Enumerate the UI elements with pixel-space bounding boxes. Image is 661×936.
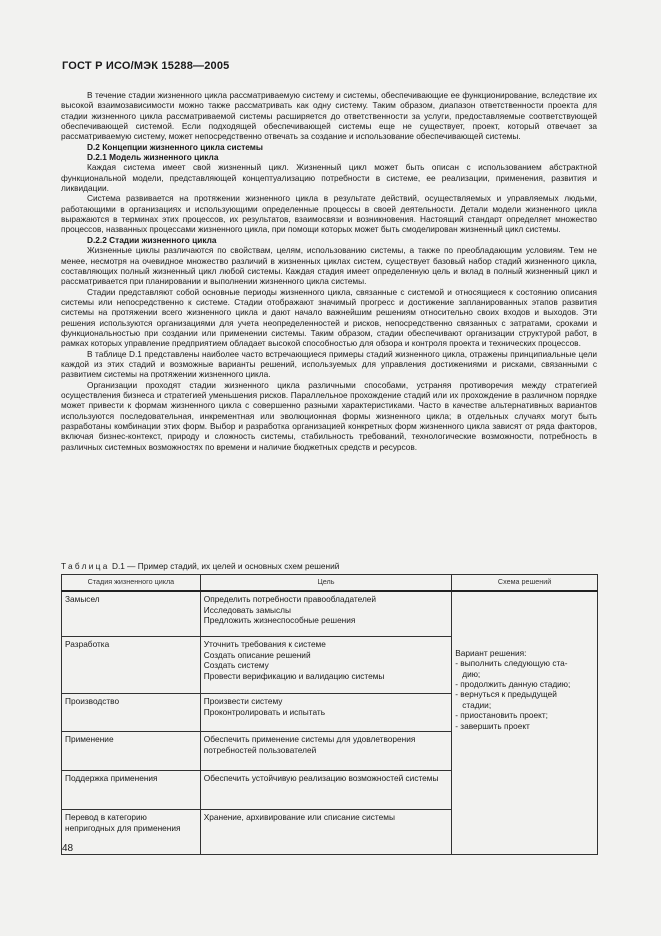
solution-line: - выполнить следующую ста- xyxy=(455,658,568,669)
paragraph: Организации проходят стадии жизненного цикла различными способами, устраняя противоречия между стратегией осуществления бизнеса и стратегией уменьшения рисков. Параллельное прохождение стадий или их прохождение в различном порядке может привести к формам жизненного цикла с совершенно разными характеристиками. Часто в качестве альтернативных вариантов используются последовательная, инкрементная или эволюционная формы жизненного цикла; в отдельных случаях могут быть разработаны комбинации этих форм. Выбор и разработка организацией конкретных форм жизненного цикла зависят от ряда факторов, включая бизнес-контекст, природу и сложность системы, стабильность требований, технологические возможности, потребность в различных системных возможностях по времени и наличие бюджетных средств и ресурсов. xyxy=(61,379,597,452)
document-header: ГОСТ Р ИСО/МЭК 15288—2005 xyxy=(62,60,230,72)
goal-line: Определить потребности правообладателей xyxy=(203,594,377,605)
lifecycle-table xyxy=(61,574,598,855)
goal-line: Предложить жизнеспособные решения xyxy=(203,615,356,626)
stage-cell: Замысел xyxy=(62,591,201,637)
goal-cell xyxy=(200,591,451,637)
paragraph: Жизненные циклы различаются по свойствам, целям, использованию системы, а также по преобладающим условиям. Тем не менее, несмотря на очевидное множество различий в жизненных циклах систем, существует базовый набор стадий жизненного цикла, составляющих полный жизненный цикл любой системы. Каждая стадия имеет определенную цель и вклад в полный жизненный цикл и рассматривается при планировании и выполнении жизненного цикла системы. xyxy=(61,245,597,287)
table-header-stage: Стадия жизненного цикла xyxy=(62,575,201,592)
stage-cell: Производство xyxy=(62,694,201,732)
goal-line: Произвести систему xyxy=(203,696,283,707)
goal-line: Уточнить требования к системе xyxy=(203,639,326,650)
table-header-goal: Цель xyxy=(200,575,451,592)
section-heading: D.2.2 Стадии жизненного цикла xyxy=(87,234,217,245)
stage-cell: Разработка xyxy=(62,637,201,694)
goal-line: Хранение, архивирование или списание системы xyxy=(203,812,395,823)
goal-cell xyxy=(200,694,451,732)
goal-line: Обеспечить устойчивую реализацию возможностей системы xyxy=(203,773,439,784)
paragraph: Система развивается на протяжении жизненного цикла в результате действий, осуществляемых и управляемых людьми, работающими в организациях и использующими определенные процессы в своей деятельности. Детали модели жизненного цикла выражаются в терминах этих процессов, их результатов, взаимосвязи и возникновения. Настоящий стандарт определяет множество процессов, названных процессами жизненного цикла, при помощи которых может быть смоделирован жизненный цикл системы. xyxy=(61,193,597,235)
stage-cell: Применение xyxy=(62,732,201,771)
solution-line: - приостановить проект; xyxy=(455,710,548,721)
solution-line: стадии; xyxy=(462,699,492,710)
paragraph: В таблице D.1 представлены наиболее часто встречающиеся примеры стадий жизненного цикла, отражены принципиальные цели каждой из этих стадий и возможные варианты решений, используемых для управления достижениями и рисками, связанными с развитием системы на протяжении жизненного цикла. xyxy=(61,348,597,380)
table-header-solutions: Схема решений xyxy=(452,575,598,592)
page-number: 48 xyxy=(62,843,74,854)
goal-line: Создать описание решений xyxy=(203,649,311,660)
goal-line: Исследовать замыслы xyxy=(203,604,291,615)
solution-line: Вариант решения: xyxy=(455,647,527,658)
solution-line: - завершить проект xyxy=(455,720,530,731)
table-caption xyxy=(61,561,339,571)
table-caption-text: D.1 — Пример стадий, их целей и основных схем решений xyxy=(111,561,340,571)
section-heading: D.2.1 Модель жизненного цикла xyxy=(87,152,219,163)
table-row xyxy=(62,591,598,637)
table-caption-label: Таблица xyxy=(61,561,110,571)
goal-line: Проконтролировать и испытать xyxy=(203,706,326,717)
goal-cell xyxy=(200,810,451,855)
goal-cell xyxy=(200,637,451,694)
goal-line: Создать систему xyxy=(203,660,269,671)
solution-line: - продолжить данную стадию; xyxy=(455,679,571,689)
solution-line: дию; xyxy=(462,668,481,679)
solutions-cell xyxy=(452,591,598,855)
stage-cell: Перевод в категорию непригодных для применения xyxy=(62,810,201,855)
goal-line: Обеспечить применение системы для удовлетворения потребностей пользователей xyxy=(203,734,416,755)
paragraph: Стадии представляют собой основные периоды жизненного цикла, связанные с системой и относящиеся к состоянию описания системы или непосредственно к системе. Стадии отображают значимый прогресс и достижение запланированных этапов развития системы на протяжении всего жизненного цикла и дают начало важнейшим решениям относительно своих входов и выходов. Эти решения используются организациями для учета неопределенностей и рисков, непосредственно связанных с затратами, сроками и функциональностью при создании или применении системы. Таким образом, стадии обеспечивают организации структурой работ, в рамках которых управление предприятием обладает высокой способностью для обзора и контроля проекта и технических процессов. xyxy=(61,286,597,349)
goal-cell xyxy=(200,771,451,810)
solution-line: - вернуться к предыдущей xyxy=(455,689,557,700)
goal-line: Провести верификацию и валидацию системы xyxy=(203,670,385,681)
stage-cell: Поддержка применения xyxy=(62,771,201,810)
paragraph: Каждая система имеет свой жизненный цикл. Жизненный цикл может быть описан с использованием абстрактной функциональной модели, представляющей концептуализацию потребности в системе, ее реализации, применения, развития и ликвидации. xyxy=(61,162,597,194)
table-body xyxy=(62,591,598,855)
paragraph: В течение стадии жизненного цикла рассматриваемую систему и системы, обеспечивающие ее функционирование, вследствие их высокой взаимозависимости можно также рассматривать как одну систему. Таким образом, диапазон ответственности проекта для стадии жизненного цикла рассматриваемой системы расширяется до ответственности за услуги, предоставляемые соответствующей обеспечивающей системой. Если подходящей обеспечивающей системы еще не существует, проект, который отвечает за рассматриваемую систему, может непосредственно отвечать за создание и использование обеспечивающей системы. xyxy=(61,90,597,142)
section-heading: D.2 Концепции жизненного цикла системы xyxy=(87,141,264,152)
goal-cell xyxy=(200,732,451,771)
body-text xyxy=(61,90,597,452)
